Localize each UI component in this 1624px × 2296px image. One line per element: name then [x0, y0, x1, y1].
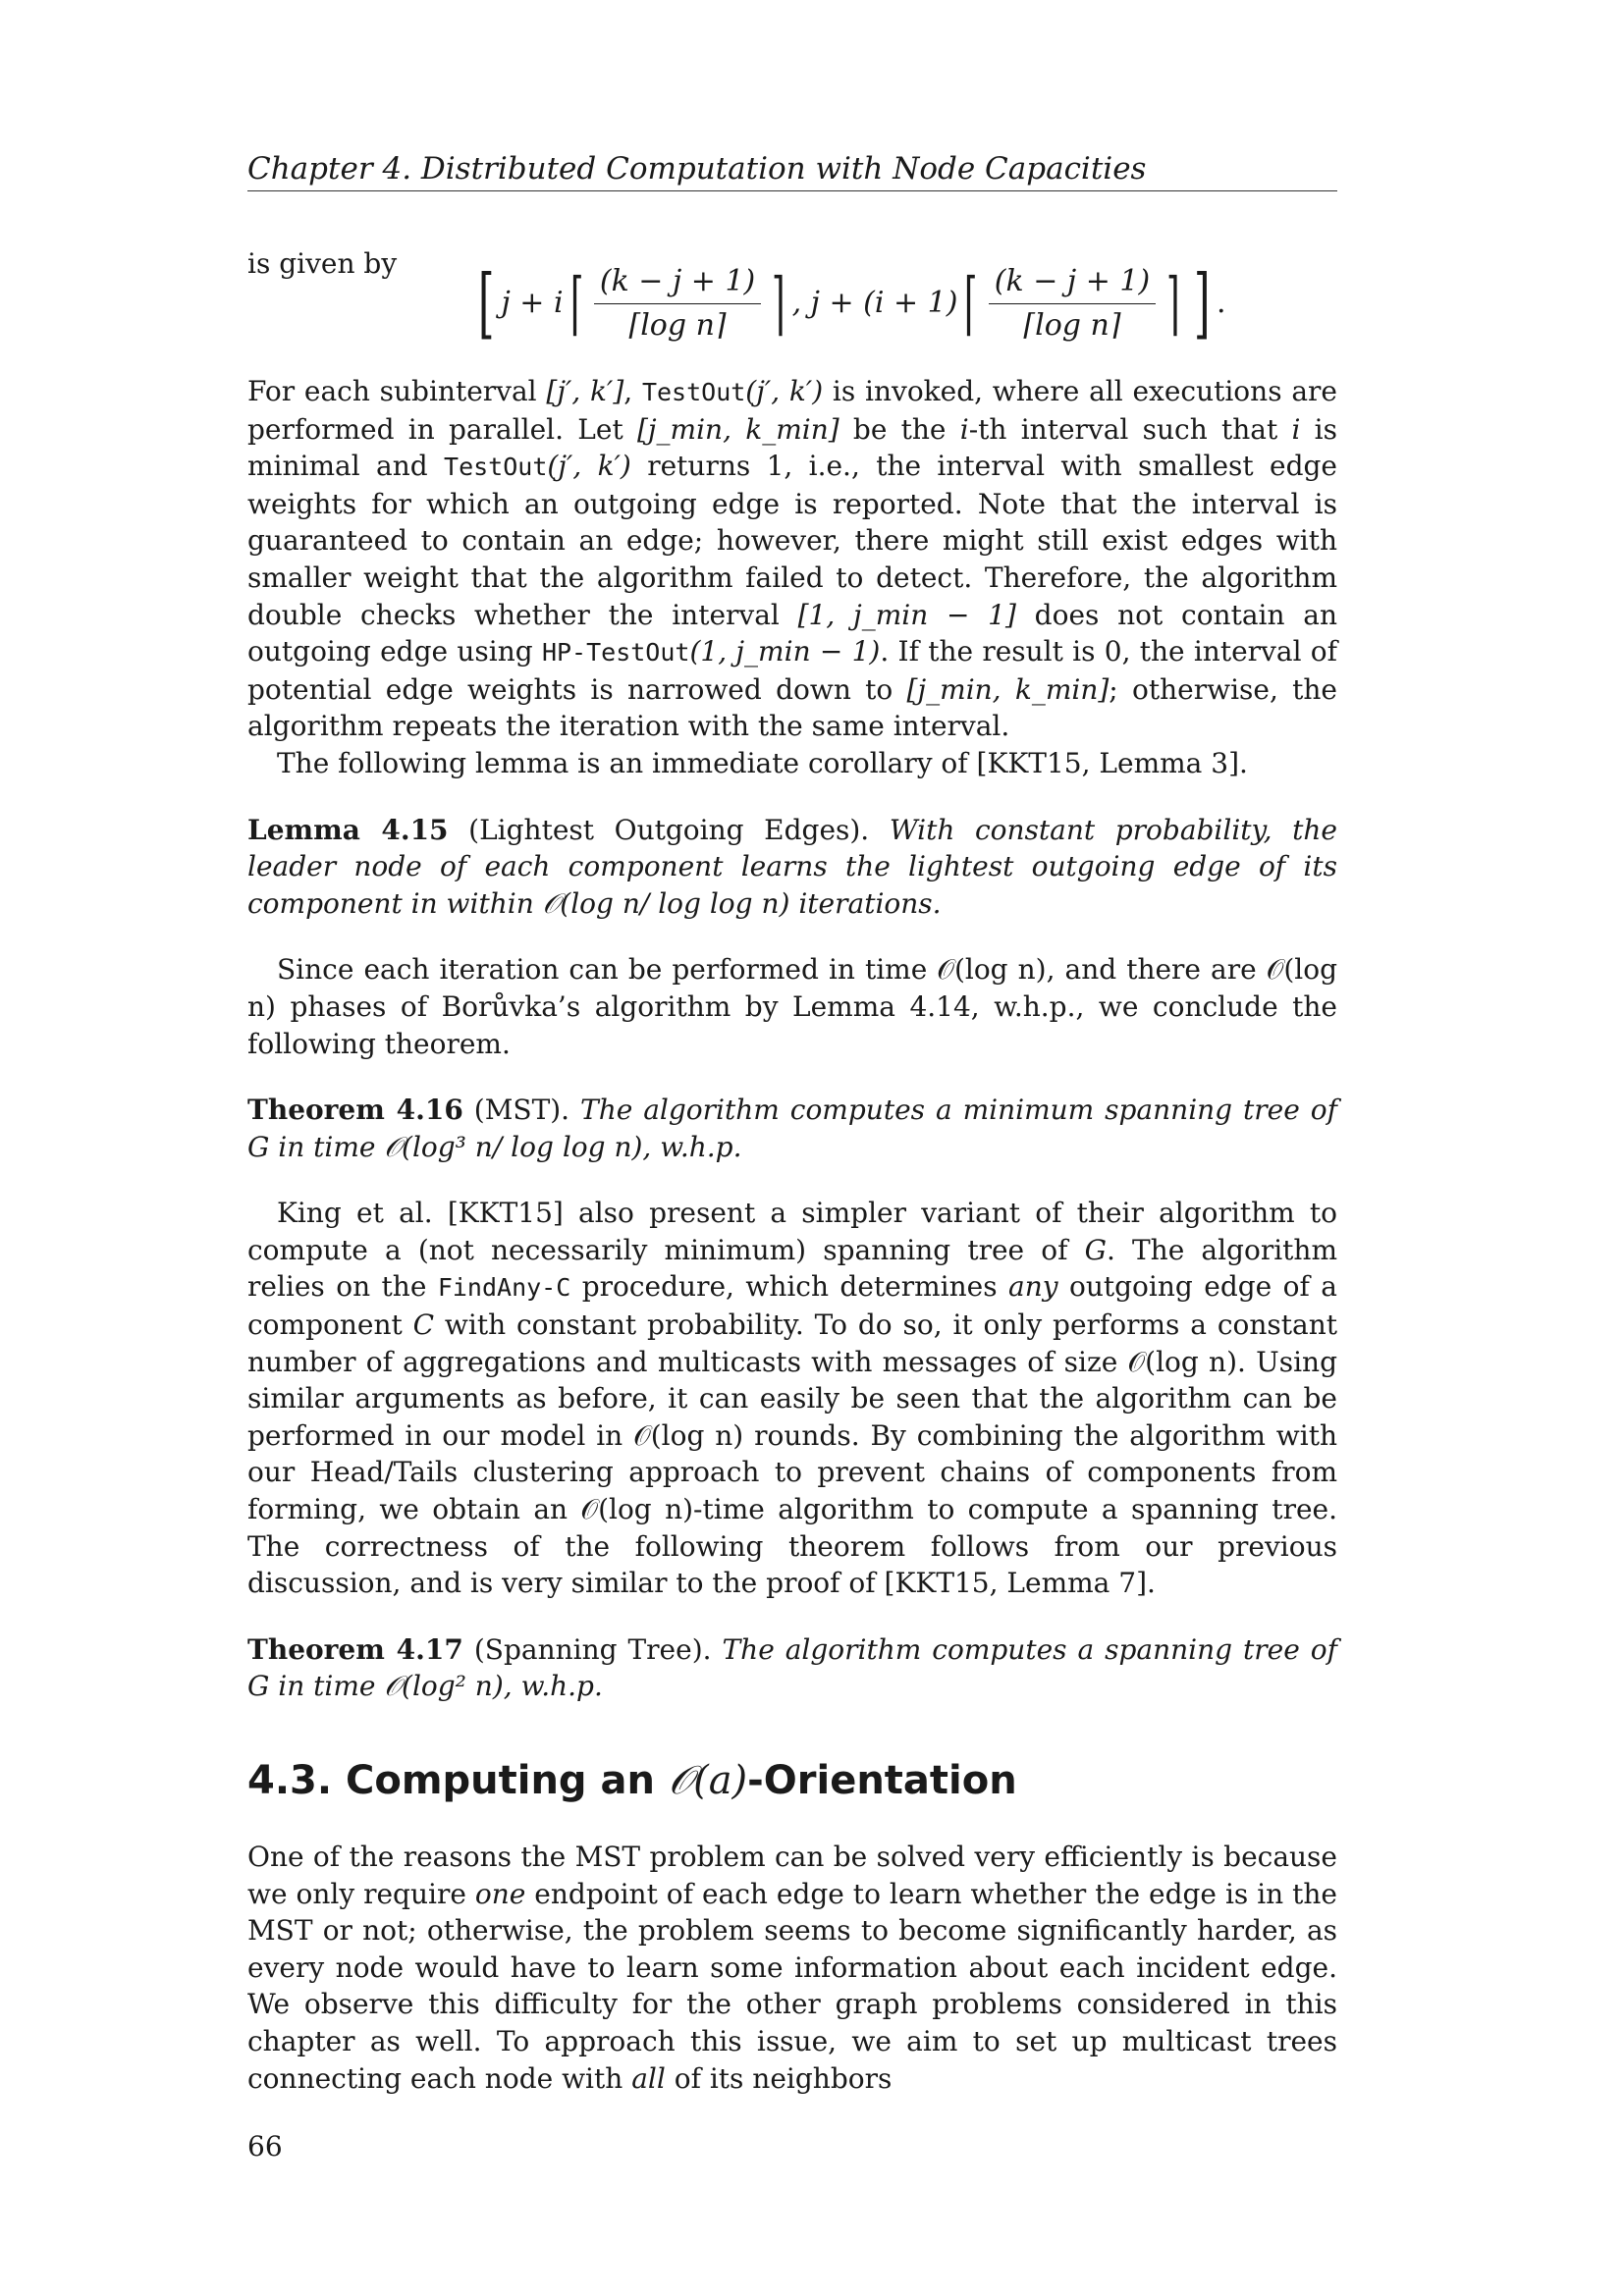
- theorem-4-17-heading: Theorem 4.17: [247, 1632, 463, 1666]
- lemma-name: (Lightest Outgoing Edges).: [468, 813, 870, 846]
- interval-formula-block: [247, 245, 1337, 373]
- paragraph-iterations: Since each iteration can be performed in time 𝒪(log n), and there are 𝒪(log n) phases of Borůvka’s algorithm by Lemma 4.14, w.h.p., we conclude the following theorem.: [247, 953, 1337, 1060]
- theorem-4-17: [247, 1631, 1337, 1705]
- theorem-4-16: [247, 1092, 1337, 1165]
- theorem-4-17-name: (Spanning Tree).: [473, 1632, 712, 1666]
- code-hp-testout: HP-TestOut: [541, 638, 690, 667]
- page-number: 66: [247, 2130, 283, 2163]
- theorem-4-16-name: (MST).: [473, 1094, 570, 1127]
- left-bracket: [: [477, 259, 495, 348]
- theorem-4-16-heading: Theorem 4.16: [247, 1094, 463, 1127]
- fraction-2: [989, 263, 1156, 344]
- fraction-1: [594, 263, 761, 344]
- left-ceil: ⌈: [569, 263, 584, 345]
- lemma-heading: Lemma 4.15: [247, 813, 449, 846]
- running-header: Chapter 4. Distributed Computation with Node Capacities: [247, 151, 1147, 187]
- lemma-statement: With constant probability, the leader node of each component learns the lightest outgoing edge of its component in within 𝒪(log n/ log log n) iterations.: [247, 813, 1337, 920]
- section-heading-4-3: 4.3. Computing an 𝒪(a)-Orientation: [247, 1758, 1017, 1803]
- right-ceil-2: ⌉: [1166, 263, 1180, 345]
- fraction-1-numerator: (k − j + 1): [594, 263, 761, 304]
- header-rule: [247, 190, 1337, 191]
- body-text: [247, 245, 1337, 2097]
- theorem-4-16-statement: The algorithm computes a minimum spanning tree of G in time 𝒪(log³ n/ log log n), w.h.p.: [247, 1094, 1337, 1163]
- paragraph-corollary: The following lemma is an immediate corollary of [KKT15, Lemma 3].: [277, 746, 1248, 779]
- fraction-2-numerator: (k − j + 1): [989, 263, 1156, 304]
- left-ceil-2: ⌈: [964, 263, 978, 345]
- lemma-4-15: [247, 812, 1337, 923]
- right-bracket: ]: [1193, 259, 1211, 348]
- code-findany-c: FindAny-C: [437, 1273, 571, 1303]
- code-testout: TestOut: [641, 378, 746, 406]
- code-testout-2: TestOut: [444, 453, 548, 482]
- paragraph-king-et-al: King et al. [KKT15] also present a simpler variant of their algorithm to compute a (not necessarily minimum) spanning tree of G. The algorithm relies on the FindAny-C procedure, which determines any outgoing edge of a component C with constant probability. To do so, it only performs a constant number of aggregations and multicasts with messages of size 𝒪(log n). Using similar arguments as before, it can easily be seen that the algorithm can be performed in our model in 𝒪(log n) rounds. By combining the algorithm with our Head/Tails clustering approach to prevent chains of components from forming, we obtain an 𝒪(log n)-time algorithm to compute a spanning tree. The correctness of the following theorem follows from our previous discussion, and is very similar to the proof of [KKT15, Lemma 7].: [247, 1197, 1337, 1600]
- paragraph-orientation: One of the reasons the MST problem can be solved very efficiently is because we only require one endpoint of each edge to learn whether the edge is in the MST or not; otherwise, the problem seems to become significantly harder, as every node would have to learn some information about each incident edge. We observe this difficulty for the other graph problems considered in this chapter as well. To approach this issue, we aim to set up multicast trees connecting each node with all of its neighbors: [247, 1841, 1338, 2095]
- interval-formula: [471, 259, 1226, 348]
- paragraph-testout: For each subinterval [j′, k′], TestOut(j′, k′) is invoked, where all executions are performed in parallel. Let [j_min, k_min] be the i-th interval such that i is minimal and TestOut(j′, k′) returns 1, i.e., the interval with smallest edge weights for which an outgoing edge is reported. Note that the interval is guaranteed to contain an edge; however, there might still exist edges with smaller weight that the algorithm failed to detect. Therefore, the algorithm double checks whether the interval [1, j_min − 1] does not contain an outgoing edge using HP-TestOut(1, j_min − 1). If the result is 0, the interval of potential edge weights is narrowed down to [j_min, k_min]; otherwise, the algorithm repeats the iteration with the same interval.: [247, 375, 1338, 743]
- fraction-2-denominator: ⌈log n⌉: [1023, 307, 1121, 343]
- theorem-4-17-statement: The algorithm computes a spanning tree of G in time 𝒪(log² n), w.h.p.: [247, 1632, 1338, 1703]
- fraction-1-denominator: ⌈log n⌉: [628, 307, 727, 343]
- formula-lead-text: is given by: [247, 247, 398, 280]
- formula-period: .: [1216, 286, 1226, 321]
- right-ceil: ⌉: [772, 263, 785, 345]
- formula-mid-term: , j + (i + 1): [791, 286, 958, 321]
- formula-left-term: j + i: [501, 286, 564, 321]
